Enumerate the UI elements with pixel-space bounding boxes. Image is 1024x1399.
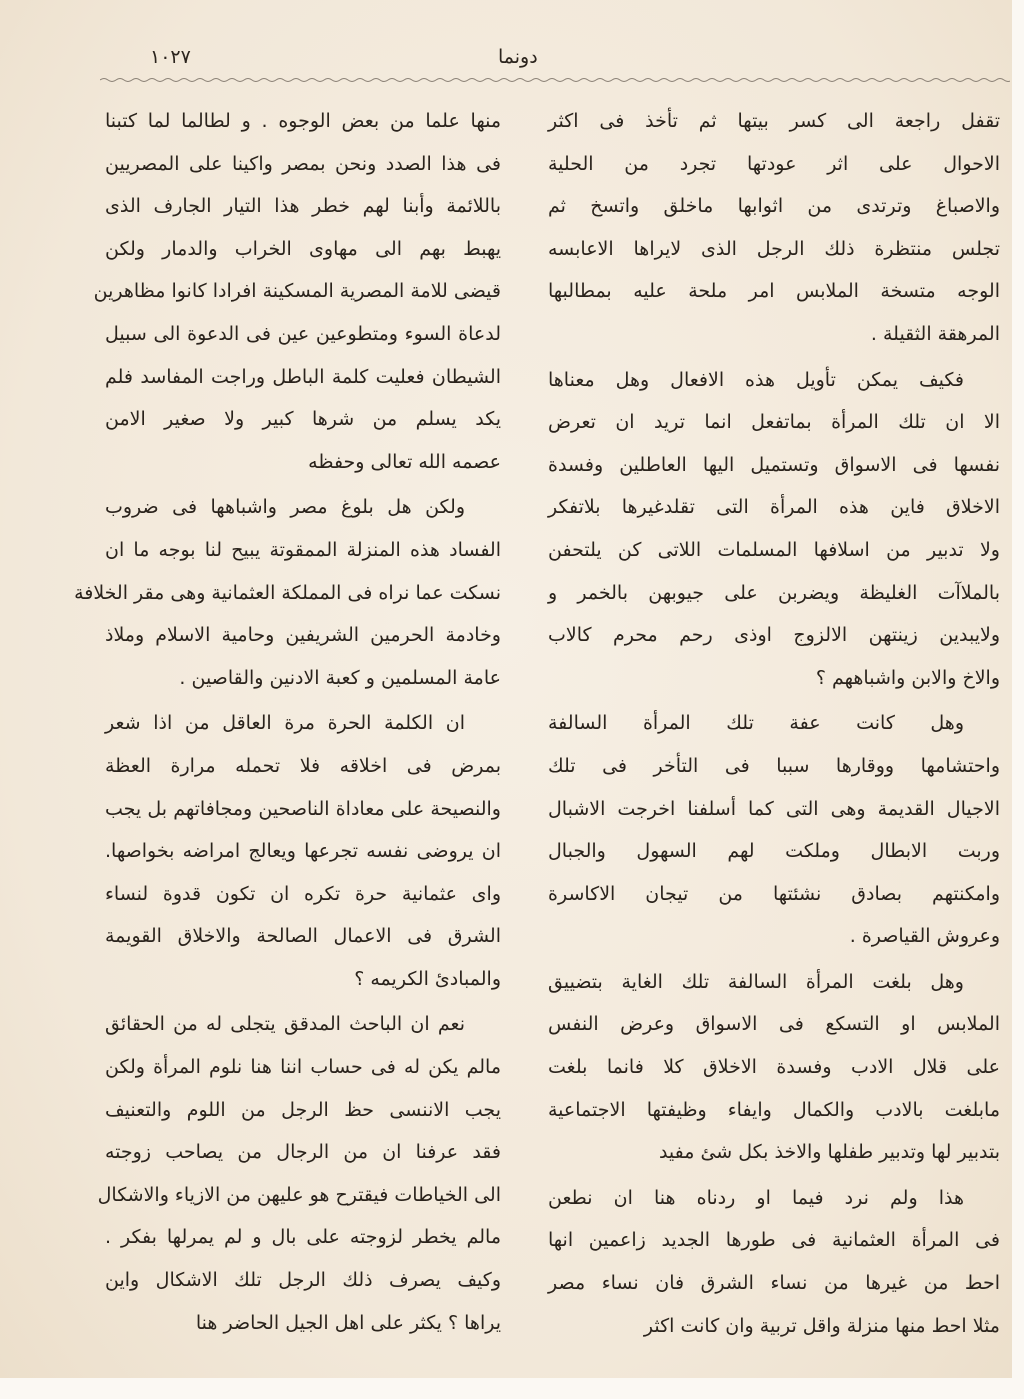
paragraph bbox=[548, 359, 1000, 700]
left-column bbox=[74, 100, 501, 1347]
text-line: هذا ولم نرد فيما او ردناه هنا ان نطعن bbox=[548, 1186, 964, 1209]
text-line: نسكت عما نراه فى المملكة العثمانية وهى مقر الخلافة bbox=[74, 581, 501, 604]
text-line: ولا تدبير من اسلافها المسلمات اللاتى كن يلتحفن bbox=[548, 538, 1000, 561]
text-line: وخادمة الحرمين الشريفين وحامية الاسلام وملاذ bbox=[105, 624, 501, 647]
text-line: فكيف يمكن تأويل هذه الافعال وهل معناها bbox=[548, 368, 964, 391]
paragraph bbox=[74, 486, 501, 699]
text-line: الا ان تلك المرأة بماتفعل انما تريد ان تعرض bbox=[548, 411, 1000, 434]
text-line: والاخ والابن واشباههم ؟ bbox=[815, 666, 1000, 689]
text-line: والمبادئ الكريمه ؟ bbox=[354, 967, 501, 990]
text-line: الاخلاق فاين هذه المرأة التى تقلدغيرها بلاتفكر bbox=[548, 496, 1000, 519]
text-line: الاحوال على اثر عودتها تجرد من الحلية bbox=[548, 152, 1000, 175]
text-line: مالم يخطر لزوجته على بال و لم يمرلها بفكر . bbox=[105, 1226, 501, 1249]
text-line: مالم يكن له فى حساب اننا هنا نلوم المرأة ولكن bbox=[105, 1056, 501, 1079]
paragraph bbox=[548, 961, 1000, 1174]
text-line: الشرق فى الاعمال الصالحة والاخلاق القويمة bbox=[105, 925, 501, 948]
text-line: والاصباغ وترتدى من اثوابها ماخلق واتسخ ثم bbox=[548, 195, 1000, 218]
right-column bbox=[548, 100, 1000, 1350]
text-line: نفسها فى الاسواق وتستميل اليها العاطلين وفسدة bbox=[548, 453, 1000, 476]
text-line: ان يروضى نفسه تجرعها ويعالج امراضه بخواصها. bbox=[105, 840, 501, 863]
text-line: بتدبير لها وتدبير طفلها والاخذ بكل شئ مفيد bbox=[658, 1141, 1000, 1164]
text-line: بمرض فى اخلاقه فلا تحمله مرارة العظة bbox=[105, 754, 501, 777]
text-line: بالملاآت الغليظة ويضربن على جيوبهن بالخمر و bbox=[548, 581, 1000, 604]
text-line: فى المرأة العثمانية فى طورها الجديد زاعمين انها bbox=[548, 1229, 1000, 1252]
text-line: وهل كانت عفة تلك المرأة السالفة bbox=[548, 712, 964, 735]
text-line: الى الخياطات فيقترح هو عليهن من الازياء والاشكال bbox=[97, 1183, 501, 1206]
text-line: ان الكلمة الحرة مرة العاقل من اذا شعر bbox=[105, 712, 465, 735]
text-line: وربت الابطال وملكت لهم السهول والجبال bbox=[548, 840, 1000, 863]
paragraph bbox=[548, 702, 1000, 958]
text-line: يجب الاننسى حظ الرجل من اللوم والتعنيف bbox=[105, 1098, 501, 1121]
text-line: وكيف يصرف ذلك الرجل تلك الاشكال واين bbox=[105, 1269, 501, 1292]
text-line: المرهقة الثقيلة . bbox=[870, 322, 1000, 345]
text-line: تقفل راجعة الى كسر بيتها ثم تأخذ فى اكثر bbox=[548, 110, 1000, 132]
running-title: دونما bbox=[498, 46, 538, 68]
text-line: باللائمة وأبنا لهم خطر هذا التيار الجارف الذى bbox=[105, 195, 501, 218]
text-line: منها علما من بعض الوجوه . و لطالما لما كتبنا bbox=[105, 110, 501, 132]
paragraph bbox=[93, 100, 501, 483]
header-wavy-rule bbox=[100, 76, 1010, 84]
text-line: ولكن هل بلوغ مصر واشباهها فى ضروب bbox=[105, 496, 465, 519]
paragraph bbox=[548, 100, 1000, 356]
text-line: لدعاة السوء ومتطوعين عين فى الدعوة الى سبيل bbox=[105, 322, 501, 345]
text-line: وهل بلغت المرأة السالفة تلك الغاية بتضييق bbox=[548, 970, 964, 993]
text-line: احط من غيرها من نساء الشرق فان نساء مصر bbox=[548, 1272, 1000, 1295]
paragraph bbox=[548, 1177, 1000, 1347]
text-line: فى هذا الصدد ونحن بمصر واكينا على المصريين bbox=[105, 152, 501, 175]
text-line: الشيطان فعليت كلمة الباطل وراجت المفاسد فلم bbox=[105, 365, 501, 388]
page-number: ١٠٢٧ bbox=[150, 46, 191, 68]
text-line: الوجه متسخة الملابس امر ملحة عليه بمطالبها bbox=[548, 280, 1000, 303]
text-line: يراها ؟ يكثر على اهل الجيل الحاضر هنا bbox=[195, 1311, 501, 1334]
text-line: وعروش القياصرة . bbox=[849, 925, 1000, 948]
text-line: على قلال الادب وفسدة الاخلاق كلا فانما بلغت bbox=[548, 1056, 1000, 1079]
text-line: الفساد هذه المنزلة الممقوتة يبيح لنا بوجه ما ان bbox=[105, 538, 501, 561]
text-line: يهبط بهم الى مهاوى الخراب والدمار ولكن bbox=[105, 237, 501, 260]
text-line: تجلس منتظرة ذلك الرجل الذى لايراها الاعابسه bbox=[548, 237, 1000, 260]
paragraph bbox=[105, 702, 501, 1000]
text-line: الملابس او التسكع فى الاسواق وعرض النفس bbox=[548, 1013, 1000, 1036]
text-line: فقد عرفنا ان من الرجال من يصاحب زوجته bbox=[105, 1141, 501, 1164]
text-line: يكد يسلم من شرها كبير ولا صغير الامن bbox=[105, 408, 501, 431]
text-line: الاجيال القديمة وهى التى كما أسلفنا اخرجت الاشبال bbox=[548, 797, 1000, 820]
paragraph bbox=[97, 1003, 501, 1344]
text-line: عامة المسلمين و كعبة الادنين والقاصين . bbox=[179, 666, 501, 689]
text-line: مابلغت بالادب والكمال وايفاء وظيفتها الاجتماعية bbox=[548, 1098, 1000, 1121]
text-line: والنصيحة على معاداة الناصحين ومجافاتهم بل يجب bbox=[105, 797, 501, 820]
text-line: واحتشامها ووقارها سببا فى التأخر فى تلك bbox=[548, 754, 1000, 777]
text-line: عصمه الله تعالى وحفظه bbox=[308, 450, 501, 473]
text-line: وامكنتهم بصادق نشئتها من تيجان الاكاسرة bbox=[548, 882, 1000, 905]
text-line: نعم ان الباحث المدقق يتجلى له من الحقائق bbox=[105, 1013, 465, 1036]
text-line: واى عثمانية حرة تكره ان تكون قدوة لنساء bbox=[105, 882, 501, 905]
text-line: مثلا احط منها منزلة واقل تربية وان كانت اكثر bbox=[643, 1314, 1000, 1337]
text-line: ولايبدين زينتهن الالزوج اوذى رحم محرم كالاب bbox=[548, 624, 1000, 647]
text-line: قيضى للامة المصرية المسكينة افرادا كانوا مظاهرين bbox=[93, 280, 501, 303]
